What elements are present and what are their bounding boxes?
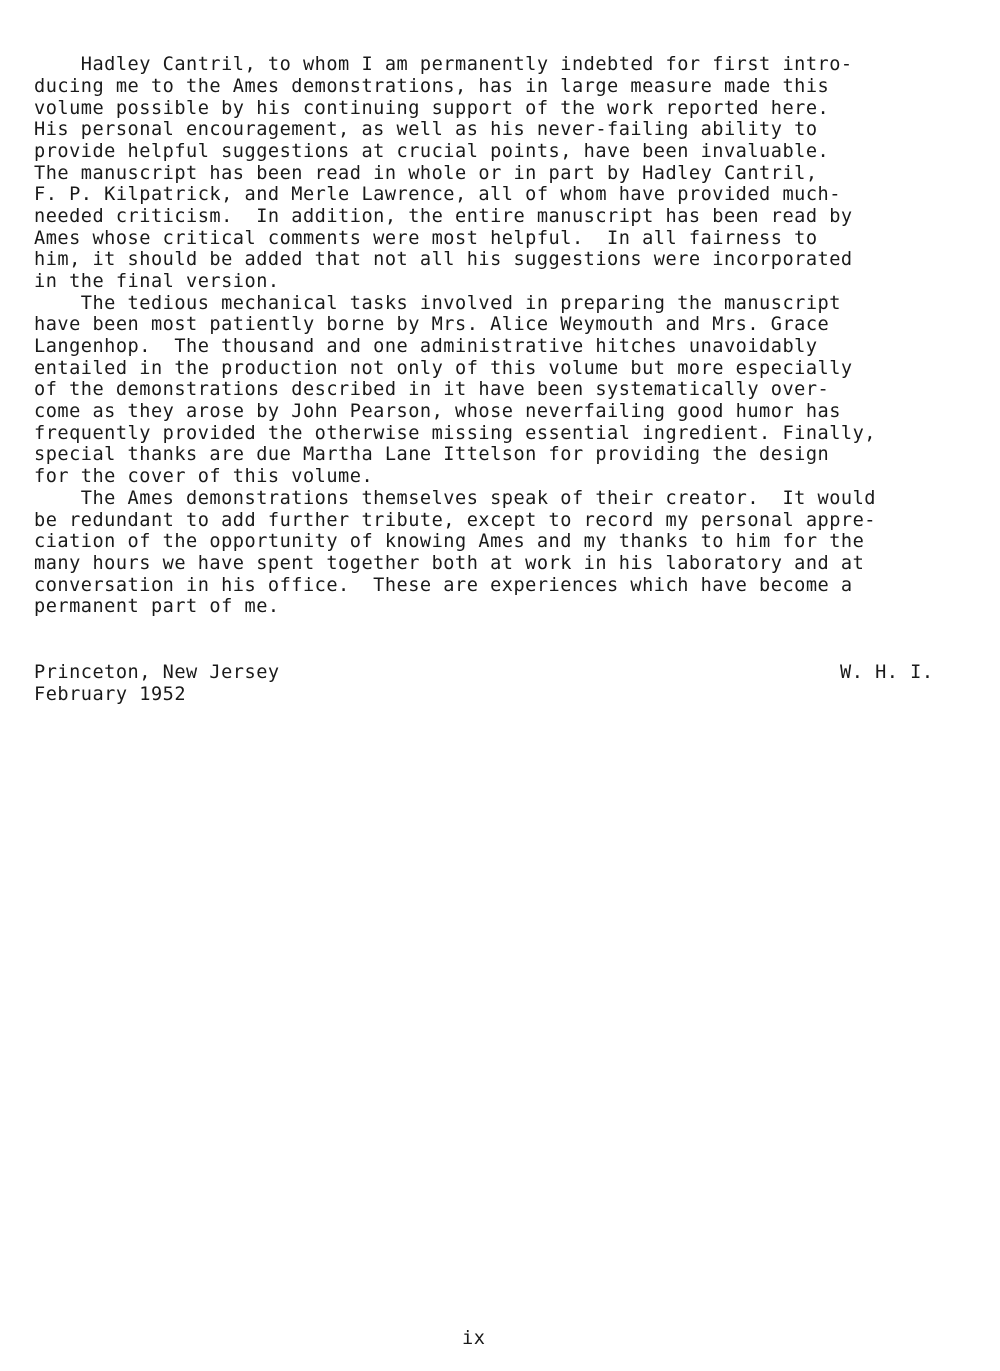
text-line: ciation of the opportunity of knowing Ames and my thanks to him for the: [34, 531, 865, 552]
text-line: for the cover of this volume.: [34, 466, 374, 487]
text-line: conversation in his office. These are experiences which have become a: [34, 574, 853, 596]
text-line: him, it should be added that not all his suggestions were incorporated: [34, 249, 853, 270]
text-line: many hours we have spent together both at work in his laboratory and at: [34, 553, 865, 574]
page-number: ix: [462, 1328, 486, 1349]
text-line: special thanks are due Martha Lane Ittelson for providing the design: [34, 444, 830, 465]
signature-date: February 1952: [34, 684, 187, 705]
text-line: F. P. Kilpatrick, and Merle Lawrence, all of whom have provided much-: [34, 184, 841, 205]
text-line: The Ames demonstrations themselves speak of their creator. It would: [34, 488, 876, 509]
text-line: come as they arose by John Pearson, whose neverfailing good humor has: [34, 401, 841, 422]
text-line: have been most patiently borne by Mrs. Alice Weymouth and Mrs. Grace: [34, 314, 830, 335]
text-line: needed criticism. In addition, the entire manuscript has been read by: [34, 206, 853, 227]
text-line: The manuscript has been read in whole or in part by Hadley Cantril,: [34, 162, 818, 184]
text-line: Hadley Cantril, to whom I am permanently indebted for first intro-: [34, 54, 853, 75]
text-line: entailed in the production not only of this volume but more especially: [34, 357, 853, 379]
text-line: ducing me to the Ames demonstrations, has in large measure made this: [34, 76, 830, 97]
text-line: The tedious mechanical tasks involved in preparing the manuscript: [34, 292, 841, 314]
text-line: Ames whose critical comments were most helpful. In all fairness to: [34, 227, 818, 249]
signature-place: Princeton, New Jersey: [34, 662, 280, 683]
text-line: Langenhop. The thousand and one administrative hitches unavoidably: [34, 336, 818, 357]
text-line: frequently provided the otherwise missing essential ingredient. Finally,: [34, 422, 876, 444]
text-line: be redundant to add further tribute, except to record my personal appre-: [34, 509, 876, 531]
text-line: in the final version.: [34, 271, 280, 292]
author-initials: W. H. I.: [840, 662, 934, 683]
text-line: provide helpful suggestions at crucial points, have been invaluable.: [34, 141, 830, 162]
text-line: volume possible by his continuing support of the work reported here.: [34, 97, 830, 119]
text-line: His personal encouragement, as well as his never-failing ability to: [34, 119, 818, 140]
text-line: of the demonstrations described in it have been systematically over-: [34, 379, 830, 400]
text-line: permanent part of me.: [34, 596, 280, 617]
